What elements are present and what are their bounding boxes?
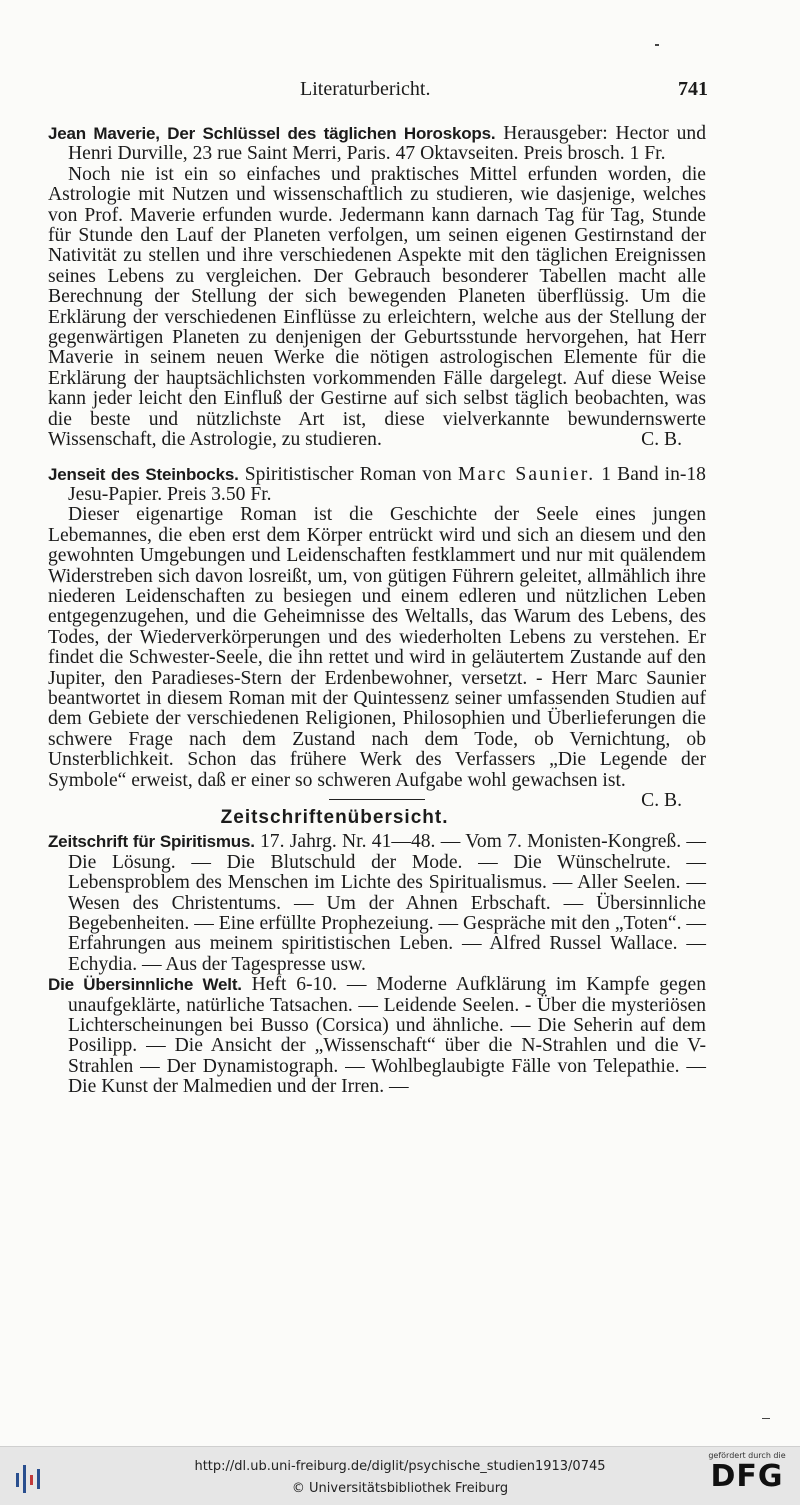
viewer-footer: [0, 1446, 800, 1505]
running-header: [48, 78, 708, 106]
review-body: Noch nie ist ein so einfaches und praktisches Mittel erfunden worden, die Astrologie mit Nutzen und wissenschaftlich zu studieren, wie dasjenige, welches von Prof. Maverie erfunden wurde. Jedermann kann darnach Tag für Tag, Stunde für Stunde den Lauf der Planeten verfolgen, um seinen eigenen Gestirnstand der Nativität zu stellen und ihre verschiedenen Aspekte mit den täglichen Ereignissen seines Lebens zu vergleichen. Der Gebrauch besonderer Tabellen macht alle Berechnung der Stellung der sich bewegenden Planeten überflüssig. Um die Erklärung der verschiedenen Einflüsse zu erleichtern, welche aus der Stellung der gegenwärtigen Planeten zu denjenigen der Geburtsstunde hervorgehen, hat Herr Maverie in seinem neuen Werke die nötigen astrologischen Elemente für die Erklärung der hauptsächlichsten vorkommenden Fälle dargelegt. Auf diese Weise kann jeder leicht den Einfluß der Gestirne auf sich selbst täglich beobachten, was die beste und nützlichste Art ist, diese vielverkannte bewundernswerte Wissenschaft, die Astrologie, zu studieren.: [48, 163, 706, 451]
journal-title: Die Übersinnliche Welt.: [48, 975, 242, 995]
review-entry: [48, 124, 706, 451]
entry-heading: [48, 465, 706, 506]
entry-heading: [48, 124, 706, 165]
review-body: Dieser eigenartige Roman ist die Geschichte der Seele eines jungen Lebemannes, die eben erst dem Körper entrückt wird und sich an diesem und den gewohnten Umgebungen und Leidenschaften festklammert und nur mit quälendem Widerstreben sich davon losreißt, um, von gütigen Führern geleitet, allmählich ihre niederen Leidenschaften zu besiegen und einem edleren und nützlichen Leben entgegenzugehen, und die Geheimnisse des Weltalls, das Warum des Lebens, des Todes, der Wiederverkörperungen und des wiederholten Lebens zu verstehen. Er findet die Schwester-Seele, die ihn rettet und wird in geläutertem Zustande auf den Jupiter, den Paradieses-Stern der Erdenbewohner, versetzt. - Herr Marc Saunier beantwortet in diesem Roman mit der Quintessenz seiner umfassenden Studien auf dem Gebiete der verschiedenen Religionen, Philosophien und Überlieferungen die schwere Frage nach dem Zustand nach dem Tode, ob Vernichtung, ob Unsterblichkeit. Schon das frühere Werk des Verfassers „Die Legende der Symbole“ erweist, daß er einer so schweren Aufgabe wohl gewachsen ist.: [48, 504, 706, 791]
section-title: Zeitschriftenübersicht.: [220, 807, 449, 828]
book-author: Marc Saunier.: [457, 463, 596, 485]
review-text: [48, 504, 706, 811]
permalink-url[interactable]: http://dl.ub.uni-freiburg.de/diglit/psychische_studien1913/0745: [194, 1459, 606, 1474]
reviewer-signature: C. B.: [641, 429, 682, 451]
book-title: Jean Maverie, Der Schlüssel des täglichen Horoskops.: [48, 124, 496, 143]
dfg-logo: [706, 1451, 788, 1503]
journal-contents: Heft 6-10. — Moderne Aufklärung im Kampfe gegen unaufgeklärte, natürliche Tatsachen. — Leidende Seelen. - Über die mysteriösen Lichterscheinungen bei Busso (Corsica) und ähnliche. — Die Seherin auf dem Posilipp. — Die Ansicht der „Wissenschaft“ über die N-Strahlen und die V-Strahlen — Der Dynamistograph. — Wohlbeglaubigte Fälle von Telepathie. — Die Kunst der Malmedien und der Irren. —: [68, 974, 706, 1098]
book-title: Jenseit des Steinbocks.: [48, 464, 239, 484]
review-text: [48, 165, 706, 451]
book-meta: Herausgeber: Hector und Henri Durville, 23 rue Saint Merri, Paris. 47 Oktavseiten. Preis brosch. 1 Fr.: [68, 123, 707, 165]
scan-speck: [655, 44, 659, 46]
book-meta-post: 1 Band in-18 Jesu-Papier. Preis 3.50 Fr.: [68, 463, 706, 505]
page-number: 741: [678, 78, 708, 100]
journal-title: Zeitschrift für Spiritismus.: [48, 832, 255, 852]
review-entry: [48, 463, 706, 811]
copyright-notice: © Universitätsbibliothek Freiburg: [291, 1481, 509, 1496]
funder-caption: gefördert durch die: [708, 1451, 786, 1460]
scan-speck: [762, 1418, 770, 1419]
page-body: [48, 124, 706, 1098]
journal-contents: 17. Jahrg. Nr. 41—48. — Vom 7. Monisten-Kongreß. — Die Lösung. — Die Blutschuld der Mode. — Die Wünschelrute. — Lebensproblem des Menschen im Lichte des Spiritualismus. — Aller Seelen. — Wesen des Christentums. — Um der Ahnen Erbschaft. — Übersinnliche Begebenheiten. — Eine erfüllte Prophezeiung. — Gespräche mit den „Toten“. — Erfahrungen aus meinem spiritistischen Leben. — Alfred Russel Wallace. — Echydia. — Aus der Tagespresse usw.: [68, 831, 706, 975]
book-meta-pre: Spiritistischer Roman von: [238, 463, 458, 485]
reviewer-signature: C. B.: [641, 790, 682, 811]
journal-entry: [48, 975, 706, 1097]
running-title: Literaturbericht.: [300, 78, 431, 100]
section-divider: [329, 799, 425, 800]
journal-entry: [48, 832, 706, 975]
funder-logo-text: DFG: [710, 1459, 784, 1494]
